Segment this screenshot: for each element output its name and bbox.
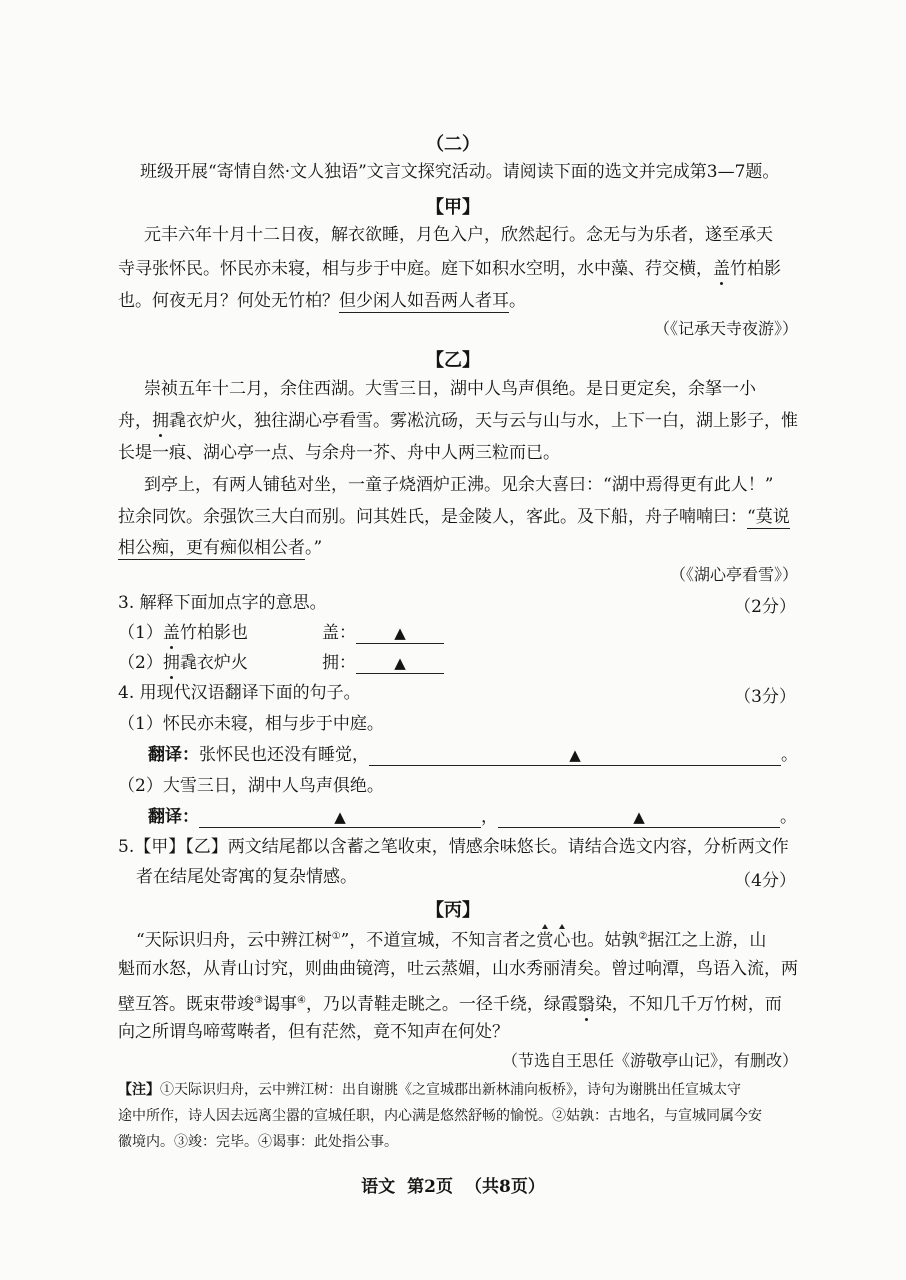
jia-line-1: 元丰六年十月十二日夜，解衣欲睡，月色入户，欣然起行。念无与为乐者，遂至承天: [144, 225, 773, 245]
yi-line-3: 长堤一痕、湖心亭一点、与余舟一芥、舟中人两三粒而已。: [118, 443, 560, 463]
q4-answer-1-blank[interactable]: ▲: [369, 745, 781, 766]
q3-answer-2: [322, 652, 444, 674]
jia-line-2-end: 竹柏影: [730, 259, 781, 279]
q5-points: （4分）: [734, 871, 796, 891]
yi-line-2: [118, 410, 798, 432]
bing-line-3: [118, 990, 782, 1016]
q4-answer-1-label: 翻译：: [148, 745, 199, 765]
yi-underlined-start: “莫说: [747, 507, 790, 527]
notes-label: 【注】: [118, 1082, 160, 1098]
footer-total-pages: （共8页）: [465, 1177, 545, 1197]
bing-marked-char-shang: 赏: [536, 930, 554, 951]
q3-item-2-num: （2）: [118, 653, 163, 673]
q3-answer-2-char: 拥：: [322, 653, 356, 673]
q4-answer-1: [148, 744, 798, 766]
q4-points: （3分）: [734, 687, 796, 707]
bing-line-3-c: ，乃以青鞋走眺之。一径千绕，绿霞: [305, 994, 578, 1015]
section-title: （二）: [426, 134, 480, 155]
bing-line-3-b: 谒事: [262, 994, 297, 1015]
yi-line-4: 到亭上，有两人铺毡对坐，一童子烧酒炉正沸。见余大喜曰：“湖中焉得更有此人！”: [144, 475, 774, 495]
q3-item-1: [118, 622, 248, 644]
notes-line-1: [118, 1080, 741, 1100]
q4-answer-1-prefix: 张怀民也还没有睡觉，: [199, 745, 369, 765]
q3-item-2: [118, 652, 248, 674]
bing-line-1-a: “天际识归舟，云中辨江树: [136, 930, 332, 951]
q3-answer-1-char: 盖：: [322, 623, 356, 643]
q4-answer-2-label: 翻译：: [148, 807, 199, 827]
yi-dotted-char-yong: 拥: [152, 411, 169, 431]
bing-line-3-d: 染，不知几千万竹树，而: [594, 994, 782, 1015]
bing-marked-char-xin: 心: [553, 930, 571, 951]
bing-note-ref-1: ①: [331, 931, 341, 942]
yi-line-1: 崇祯五年十二月，余住西湖。大雪三日，湖中人鸟声俱绝。是日更定矣，余拏一小: [144, 379, 756, 399]
bing-line-2: 魁而水怒，从青山讨究，则曲曲镜湾，吐云蒸媚，山水秀丽清矣。曾过响潭，鸟语入流，两: [118, 959, 798, 979]
q4-answer-2-blank-1[interactable]: ▲: [199, 807, 481, 828]
jia-line-3-text: 也。何夜无月？何处无竹柏？: [118, 291, 339, 311]
bing-note-ref-3: ③: [254, 995, 263, 1006]
page-footer: [0, 1172, 906, 1197]
bing-note-ref-4: ④: [296, 995, 306, 1006]
q4-answer-2-comma: ，: [481, 807, 498, 827]
section-intro: 班级开展“寄情自然·文人独语”文言文探究活动。请阅读下面的选文并完成第3—7题。: [140, 162, 780, 182]
passage-jia-label: 【甲】: [426, 197, 480, 218]
yi-line-2-start: 舟，: [118, 411, 152, 431]
yi-line-2-text: 毳衣炉火，独往湖心亭看雪。雾凇沆砀，天与云与山与水，上下一白，湖上影子，惟: [169, 411, 798, 431]
q3-answer-1: [322, 622, 444, 644]
bing-line-1-d: 据江之上游，山: [647, 930, 767, 951]
q4-answer-1-period: 。: [781, 745, 798, 765]
q3-item-1-num: （1）: [118, 623, 163, 643]
notes-line-1-text: ①天际识归舟，云中辨江树：出自谢朓《之宣城郡出新林浦向板桥》，诗句为谢朓出任宣城太守: [160, 1082, 741, 1098]
q3-item-2-text: 毳衣炉火: [179, 653, 248, 673]
yi-line-6-end: 。”: [305, 538, 323, 558]
jia-line-2: [118, 258, 781, 280]
q5-line-1: 5.【甲】【乙】两文结尾都以含蓄之笔收束，情感余味悠长。请结合选文内容，分析两文作: [118, 837, 789, 857]
jia-line-2-text: 寺寻张怀民。怀民亦未寝，相与步于中庭。庭下如积水空明，水中藻、荇交横，: [118, 259, 713, 279]
passage-bing-label: 【丙】: [426, 900, 480, 921]
q4-item-1: （1）怀民亦未寝，相与步于中庭。: [118, 714, 384, 734]
yi-line-5: [118, 506, 790, 528]
bing-source: （节选自王思任《游敬亭山记》，有删改）: [501, 1051, 798, 1070]
q3-stem: 3. 解释下面加点字的意思。: [118, 593, 327, 613]
q4-answer-2-blank-2[interactable]: ▲: [498, 807, 780, 828]
jia-dotted-char-gai: 盖: [713, 259, 730, 279]
bing-line-3-a: 壁互答。既束带竣: [118, 994, 254, 1015]
footer-subject: 语文: [361, 1177, 396, 1197]
yi-line-5-text: 拉余同饮。余强饮三大白而别。问其姓氏，是金陵人，客此。及下船，舟子喃喃曰：: [118, 507, 747, 527]
bing-line-1: [136, 926, 766, 952]
bing-line-1-b: ”，不道宣城，不知言者之: [340, 930, 537, 951]
jia-source: （《记承天寺夜游》）: [653, 319, 798, 338]
bing-line-1-c: 也。姑孰: [570, 930, 639, 951]
yi-source: （《湖心亭看雪》）: [669, 565, 798, 584]
yi-underlined-sentence: 相公痴，更有痴似相公者: [118, 538, 305, 558]
bing-dotted-char-yi: 翳: [577, 994, 595, 1015]
jia-line-3-end: 。: [509, 291, 526, 311]
passage-yi-label: 【乙】: [426, 350, 480, 371]
q3-points: （2分）: [734, 597, 796, 617]
q3-answer-1-blank[interactable]: ▲: [356, 623, 444, 644]
jia-underlined-sentence: 但少闲人如吾两人者耳: [339, 291, 509, 311]
q3-item-1-dotted: 盖: [162, 623, 180, 643]
bing-note-ref-2: ②: [638, 931, 648, 942]
footer-page-number: 第2页: [407, 1177, 453, 1197]
notes-line-2: 途中所作，诗人因去远离尘嚣的宣城任职，内心满是悠然舒畅的愉悦。②姑孰：古地名，与宣城同属今安: [118, 1108, 762, 1124]
q3-item-2-dotted: 拥: [162, 653, 180, 673]
q3-answer-2-blank[interactable]: ▲: [356, 653, 444, 674]
jia-line-3: [118, 290, 526, 312]
q4-stem: 4. 用现代汉语翻译下面的句子。: [118, 683, 361, 703]
yi-line-6: [118, 537, 322, 559]
q3-item-1-text: 竹柏影也: [179, 623, 248, 643]
q4-item-2: （2）大雪三日，湖中人鸟声俱绝。: [118, 776, 384, 796]
q4-answer-2: [148, 806, 797, 828]
q4-answer-2-period: 。: [780, 807, 797, 827]
notes-line-3: 徽境内。③竣：完毕。④谒事：此处指公事。: [118, 1134, 398, 1150]
bing-line-4: 向之所谓鸟啼莺啭者，但有茫然，竟不知声在何处？: [118, 1022, 509, 1042]
q5-line-2: 者在结尾处寄寓的复杂情感。: [136, 867, 357, 887]
